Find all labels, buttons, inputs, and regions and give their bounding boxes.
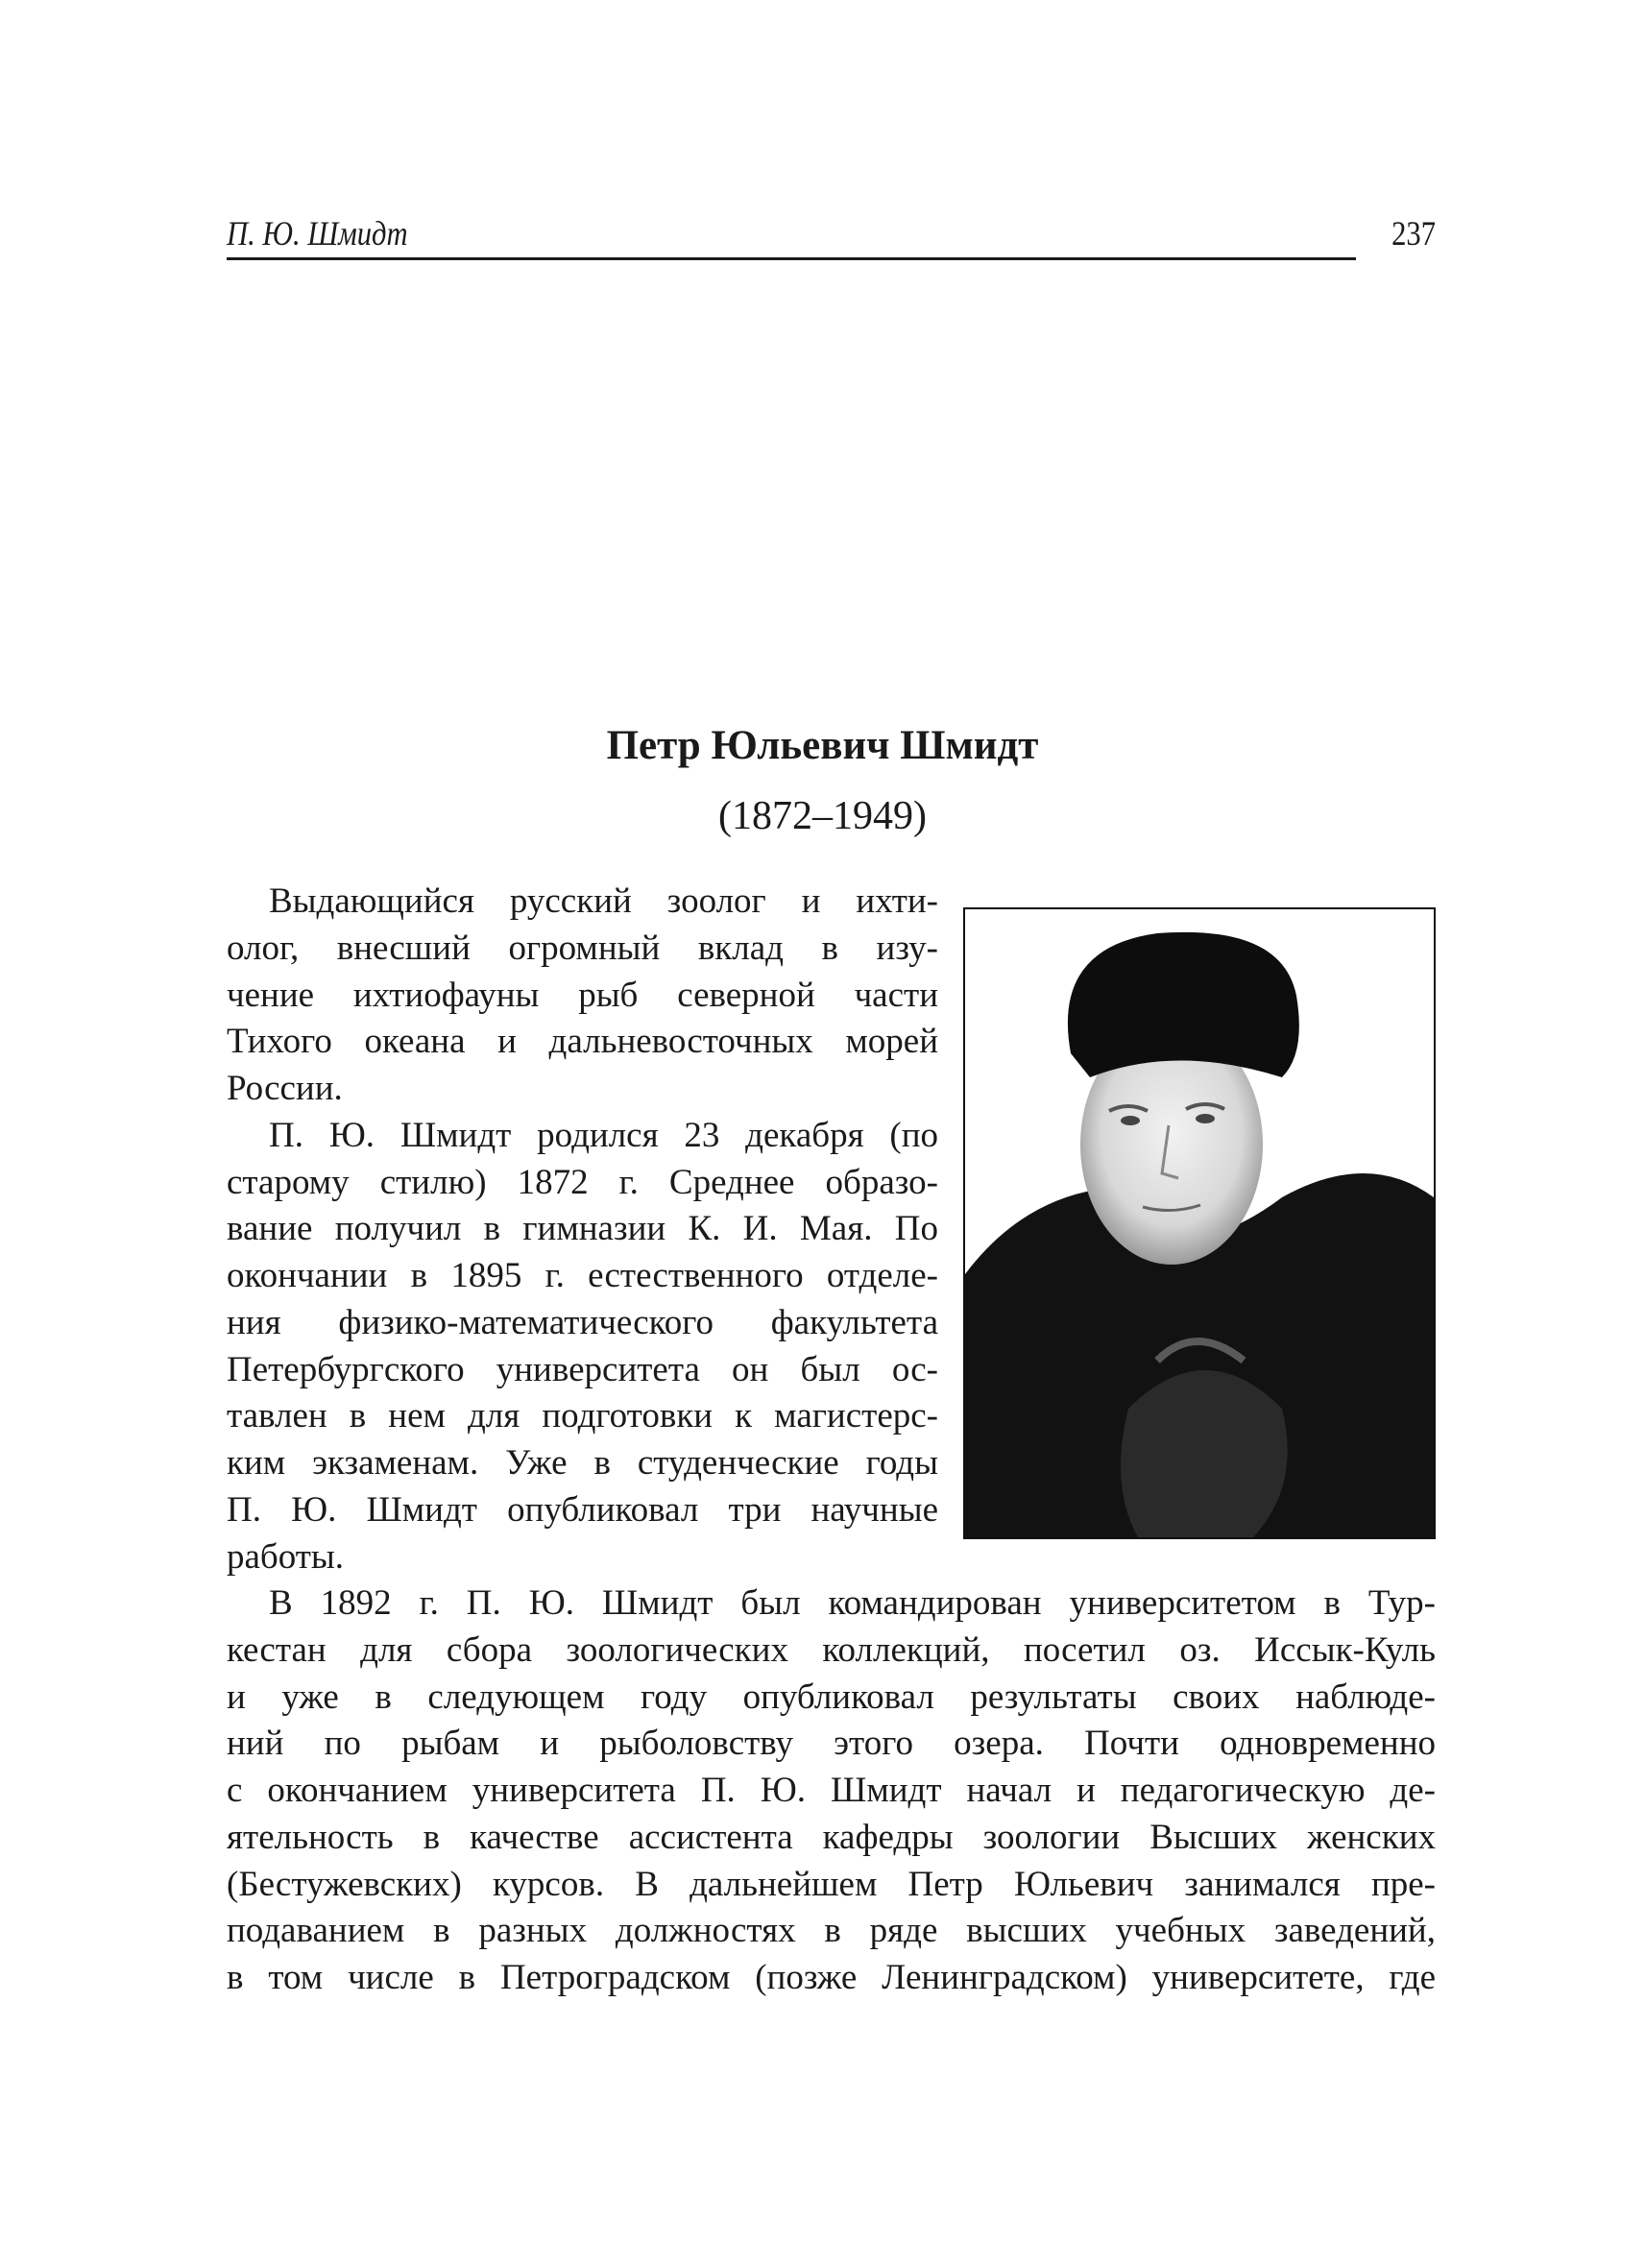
text-line: с окончанием университета П. Ю. Шмидт начал и педагогическую де-: [227, 1771, 1436, 1810]
running-title: П. Ю. Шмидт: [227, 214, 408, 253]
text-line: и уже в следующем году опубликовал результаты своих наблюде-: [227, 1677, 1436, 1717]
text-line: Тихого океана и дальневосточных морей: [227, 1022, 938, 1062]
portrait-image: [965, 909, 1434, 1537]
text-line: чение ихтиофауны рыб северной части: [227, 975, 938, 1015]
text-line: тавлен в нем для подготовки к магистерс-: [227, 1396, 938, 1436]
text-line: Выдающийся русский зоолог и ихти-: [269, 881, 938, 921]
header-rule: [227, 257, 1356, 260]
body-text-wide: [227, 1580, 1436, 2002]
text-line: П. Ю. Шмидт родился 23 декабря (по: [269, 1115, 938, 1155]
text-line: работы.: [227, 1536, 345, 1577]
text-line: кестан для сбора зоологических коллекций, посетил оз. Иссык-Куль: [227, 1629, 1436, 1670]
text-line: ятельность в качестве ассистента кафедры зоологии Высших женских: [227, 1817, 1436, 1857]
text-line: П. Ю. Шмидт опубликовал три научные: [227, 1489, 938, 1530]
text-line: окончании в 1895 г. естественного отделе-: [227, 1256, 938, 1295]
text-line: России.: [227, 1069, 343, 1108]
page-number: 237: [1391, 214, 1436, 253]
text-line: (Бестужевских) курсов. В дальнейшем Петр Юльевич занимался пре-: [227, 1864, 1436, 1904]
text-line: Петербургского университета он был ос-: [227, 1349, 938, 1389]
text-line: ний по рыбам и рыболовству этого озера. Почти одновременно: [227, 1724, 1436, 1764]
text-line: старому стилю) 1872 г. Среднее образо-: [227, 1162, 938, 1202]
text-line: олог, внесший огромный вклад в изу-: [227, 928, 938, 968]
portrait-photo: [963, 907, 1436, 1539]
text-line: подаванием в разных должностях в ряде высших учебных заведений,: [227, 1911, 1436, 1951]
text-line: вание получил в гимназии К. И. Мая. По: [227, 1209, 938, 1249]
article-title: Петр Юльевич Шмидт: [606, 723, 1039, 768]
text-line: ким экзаменам. Уже в студенческие годы: [227, 1443, 938, 1483]
life-dates: (1872–1949): [718, 794, 927, 838]
text-line: ния физико-математического факультета: [227, 1302, 938, 1342]
text-line: В 1892 г. П. Ю. Шмидт был командирован университетом в Тур-: [269, 1583, 1436, 1623]
text-line: в том числе в Петроградском (позже Ленинградском) университете, где: [227, 1958, 1436, 1997]
body-text-narrow: [227, 879, 938, 1580]
